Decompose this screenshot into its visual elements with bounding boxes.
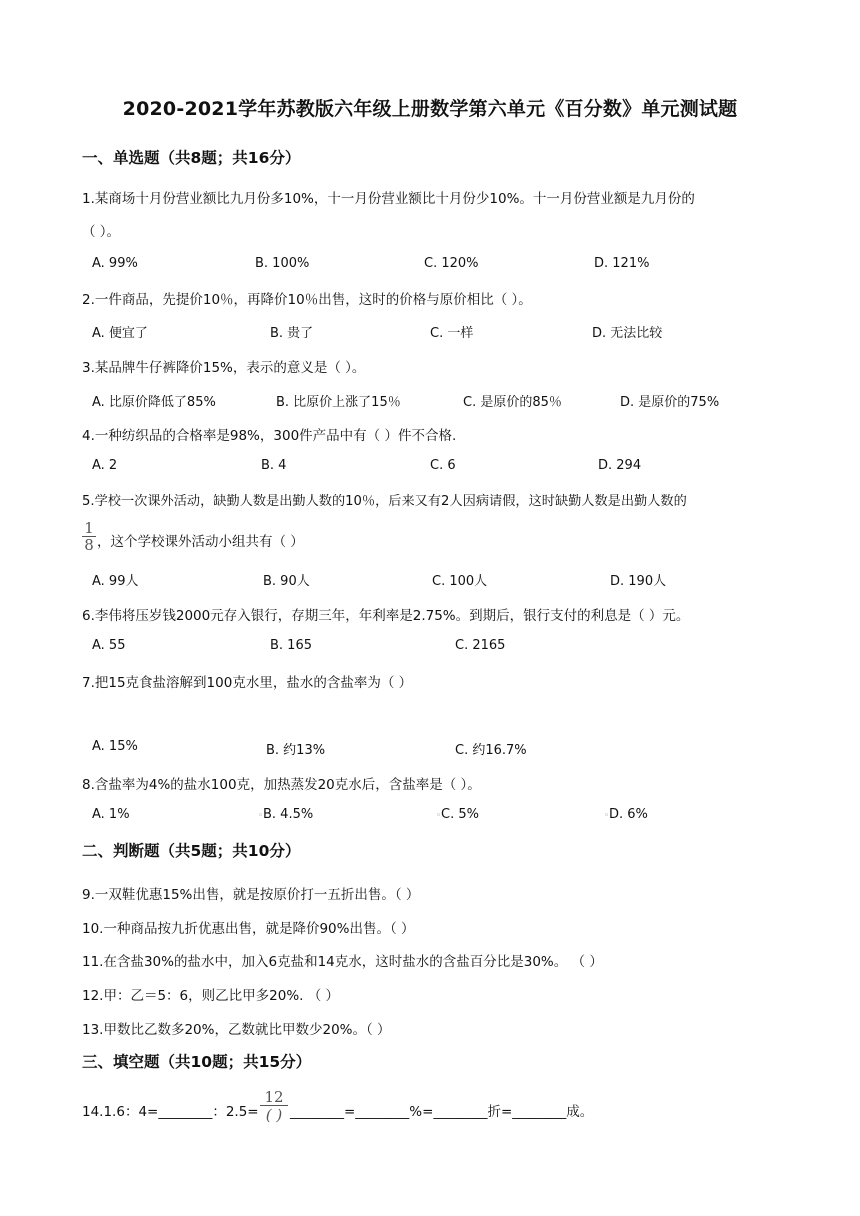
question-5-line-1: 5.学校一次课外活动，缺勤人数是出勤人数的10％，后来又有2人因病请假，这时缺勤人数是出勤人数的 — [82, 494, 687, 509]
option-a: A. 1% — [92, 807, 130, 822]
option-a: A. 99人 — [92, 574, 139, 589]
question-9: 9.一双鞋优惠15%出售，就是按原价打一五折出售。（ ） — [82, 887, 420, 903]
question-14-part-1: 14.1.6：4=________：2.5= — [82, 1104, 259, 1120]
option-c: C. 120% — [424, 256, 479, 271]
option-a: A. 99% — [92, 256, 138, 271]
decorative-dot: ◦ — [604, 811, 610, 821]
question-2: 2.一件商品，先提价10％，再降价10％出售，这时的价格与原价相比（ ）。 — [82, 292, 532, 308]
option-a: A. 55 — [92, 638, 126, 653]
decorative-dot: ◦ — [258, 811, 264, 821]
question-7: 7.把15克食盐溶解到100克水里，盐水的含盐率为（ ） — [82, 675, 413, 691]
question-4-options — [0, 458, 860, 478]
option-a: A. 便宜了 — [92, 326, 148, 341]
question-12: 12.甲：乙＝5：6，则乙比甲多20%. （ ） — [82, 988, 340, 1004]
question-1-line-2: （ ）。 — [82, 224, 121, 240]
question-6: 6.李伟将压岁钱2000元存入银行，存期三年，年利率是2.75%。到期后，银行支付的利息是（ ）元。 — [82, 608, 690, 624]
option-b: B. 90人 — [263, 574, 310, 589]
fraction-numerator: 1 — [84, 519, 94, 537]
option-b: B. 165 — [270, 638, 312, 653]
option-b: B. 4.5% — [263, 807, 314, 822]
option-a: A. 15% — [92, 739, 138, 754]
option-b: B. 100% — [255, 256, 310, 271]
question-11: 11.在含盐30%的盐水中，加入6克盐和14克水，这时盐水的含盐百分比是30%。 （ ） — [82, 954, 603, 970]
section-heading-true-false: 二、判断题（共5题；共10分） — [82, 842, 301, 860]
option-c: C. 100人 — [432, 574, 488, 589]
option-d: D. 6% — [609, 807, 648, 822]
question-14-part-2: ________=________%=________折=________成。 — [290, 1104, 594, 1120]
option-b: B. 约13% — [266, 743, 326, 758]
question-3-options — [0, 391, 860, 411]
question-5-line-2: ，这个学校课外活动小组共有（ ） — [97, 534, 304, 550]
question-2-options — [0, 322, 860, 342]
question-3: 3.某品牌牛仔裤降价15%，表示的意义是（ ）。 — [82, 360, 366, 376]
fraction-numerator: 12 — [264, 1088, 284, 1106]
question-4: 4.一种纺织品的合格率是98%，300件产品中有（ ）件不合格. — [82, 428, 457, 444]
option-a: A. 比原价降低了85% — [92, 395, 216, 410]
fraction-denominator: 8 — [84, 536, 94, 554]
option-a: A. 2 — [92, 458, 118, 473]
section-heading-fill-in: 三、填空题（共10题；共15分） — [82, 1053, 312, 1071]
question-8-options — [0, 807, 860, 827]
question-1-options — [0, 256, 860, 276]
fraction-one-eighth — [82, 521, 96, 552]
decorative-dot: ◦ — [436, 811, 442, 821]
question-7-options — [0, 739, 860, 759]
question-13: 13.甲数比乙数多20%，乙数就比甲数少20%。（ ） — [82, 1022, 391, 1038]
option-d: D. 是原价的75% — [620, 395, 720, 410]
option-d: D. 190人 — [610, 574, 667, 589]
option-c: C. 是原价的85％ — [463, 395, 562, 410]
option-d: D. 121% — [594, 256, 650, 271]
option-c: C. 5% — [441, 807, 479, 822]
option-c: C. 约16.7% — [455, 743, 527, 758]
fraction-twelve-over-blank — [260, 1089, 288, 1123]
fraction-denominator: ( ) — [265, 1106, 283, 1124]
page-title: 2020-2021学年苏教版六年级上册数学第六单元《百分数》单元测试题 — [122, 98, 738, 120]
option-b: B. 比原价上涨了15％ — [276, 395, 401, 410]
question-5-options — [0, 570, 860, 590]
question-6-options — [0, 638, 860, 658]
section-heading-single-choice: 一、单选题（共8题；共16分） — [82, 149, 301, 167]
option-b: B. 4 — [261, 458, 287, 473]
question-1-line-1: 1.某商场十月份营业额比九月份多10%，十一月份营业额比十月份少10%。十一月份营业额是九月份的 — [82, 191, 695, 207]
question-8: 8.含盐率为4%的盐水100克，加热蒸发20克水后，含盐率是（ ）。 — [82, 777, 481, 793]
option-b: B. 贵了 — [270, 326, 314, 341]
option-d: D. 294 — [598, 458, 642, 473]
option-c: C. 6 — [430, 458, 456, 473]
option-c: C. 2165 — [455, 638, 506, 653]
option-c: C. 一样 — [430, 326, 474, 341]
option-d: D. 无法比较 — [592, 326, 663, 341]
question-10: 10.一种商品按九折优惠出售，就是降价90%出售。（ ） — [82, 921, 415, 937]
